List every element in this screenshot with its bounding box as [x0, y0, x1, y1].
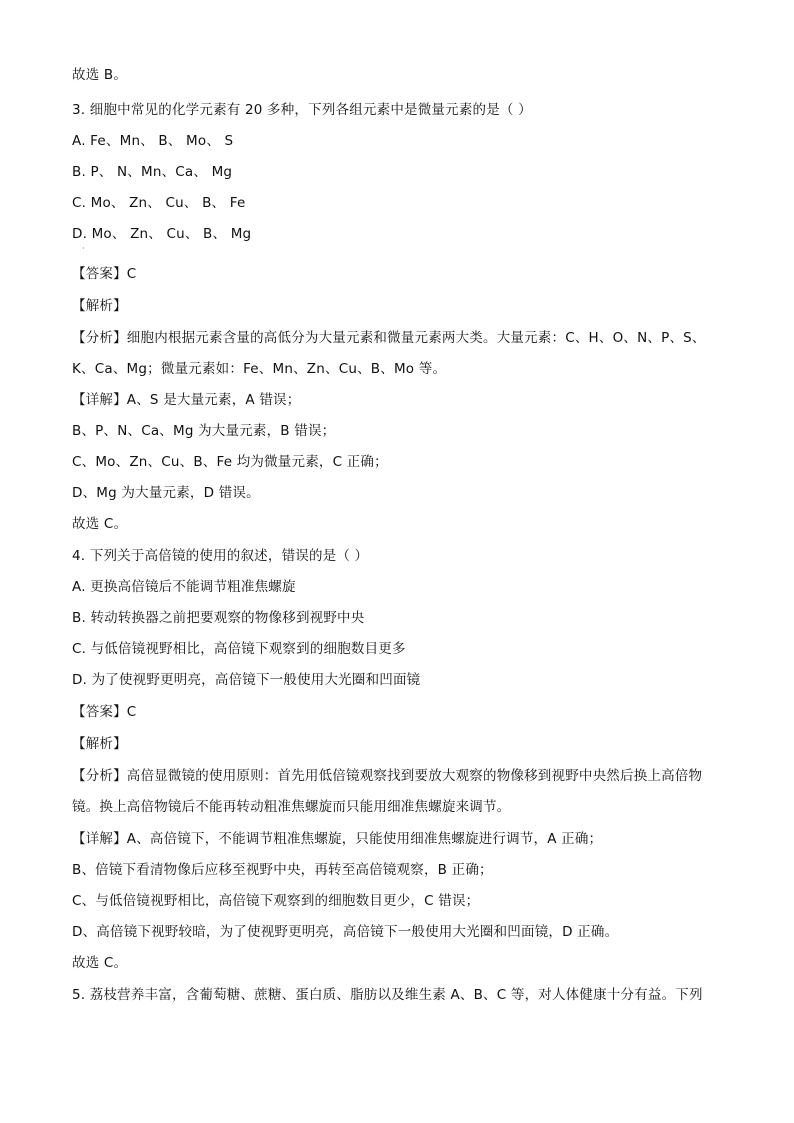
question-4-detail-a: 【详解】A、高倍镜下，不能调节粗准焦螺旋，只能使用细准焦螺旋进行调节，A 正确； — [72, 831, 603, 847]
stray-dot: · — [82, 244, 85, 253]
question-4-detail-d: D、高倍镜下视野较暗，为了使视野更明亮，高倍镜下一般使用大光圈和凹面镜，D 正确。 — [72, 924, 619, 940]
question-3-analysis-heading: 【解析】 — [72, 298, 127, 314]
question-3-detail-d: D、Mg 为大量元素，D 错误。 — [72, 485, 260, 501]
question-4-option-d: D. 为了使视野更明亮，高倍镜下一般使用大光圈和凹面镜 — [72, 672, 421, 688]
question-4-analysis-line-1: 【分析】高倍显微镜的使用原则：首先用低倍镜观察找到要放大观察的物像移到视野中央然后换上高倍物 — [72, 768, 703, 784]
question-3-option-a: A. Fe、Mn、 B、 Mo、 S — [72, 133, 234, 149]
question-4-stem: 4. 下列关于高倍镜的使用的叙述，错误的是（ ） — [72, 548, 369, 564]
question-5-stem: 5. 荔枝营养丰富，含葡萄糖、蔗糖、蛋白质、脂肪以及维生素 A、B、C 等，对人体健康十分有益。下列 — [72, 987, 703, 1003]
question-3-final-choice: 故选 C。 — [72, 516, 128, 532]
question-4-analysis-heading: 【解析】 — [72, 736, 127, 752]
question-3-analysis-line-2: K、Ca、Mg；微量元素如：Fe、Mn、Zn、Cu、B、Mo 等。 — [72, 361, 447, 377]
question-3-detail-b: B、P、N、Ca、Mg 为大量元素，B 错误； — [72, 423, 336, 439]
question-4-option-c: C. 与低倍镜视野相比，高倍镜下观察到的细胞数目更多 — [72, 641, 406, 657]
question-4-detail-b: B、倍镜下看清物像后应移至视野中央，再转至高倍镜观察，B 正确； — [72, 862, 493, 878]
question-3-detail-a: 【详解】A、S 是大量元素，A 错误； — [72, 392, 301, 408]
question-3-stem: 3. 细胞中常见的化学元素有 20 多种，下列各组元素中是微量元素的是（ ） — [72, 102, 532, 118]
question-4-final-choice: 故选 C。 — [72, 955, 128, 971]
question-4-option-b: B. 转动转换器之前把要观察的物像移到视野中央 — [72, 610, 365, 626]
question-3-detail-c: C、Mo、Zn、Cu、B、Fe 均为微量元素，C 正确； — [72, 454, 388, 470]
question-4-analysis-line-2: 镜。换上高倍物镜后不能再转动粗准焦螺旋而只能用细准焦螺旋来调节。 — [72, 799, 511, 815]
question-3-analysis-line-1: 【分析】细胞内根据元素含量的高低分为大量元素和微量元素两大类。大量元素：C、H、O、N、P、S、 — [72, 330, 706, 346]
answer-choice-line-q2: 故选 B。 — [72, 67, 128, 83]
question-3-option-c: C. Mo、 Zn、 Cu、 B、 Fe — [72, 195, 246, 211]
question-4-detail-c: C、与低倍镜视野相比，高倍镜下观察到的细胞数目更少，C 错误； — [72, 893, 480, 909]
question-4-answer: 【答案】C — [72, 704, 137, 720]
question-4-option-a: A. 更换高倍镜后不能调节粗准焦螺旋 — [72, 579, 296, 595]
question-3-answer: 【答案】C — [72, 266, 137, 282]
question-3-option-d: D. Mo、 Zn、 Cu、 B、 Mg — [72, 226, 252, 242]
question-3-option-b: B. P、 N、Mn、Ca、 Mg — [72, 164, 233, 180]
